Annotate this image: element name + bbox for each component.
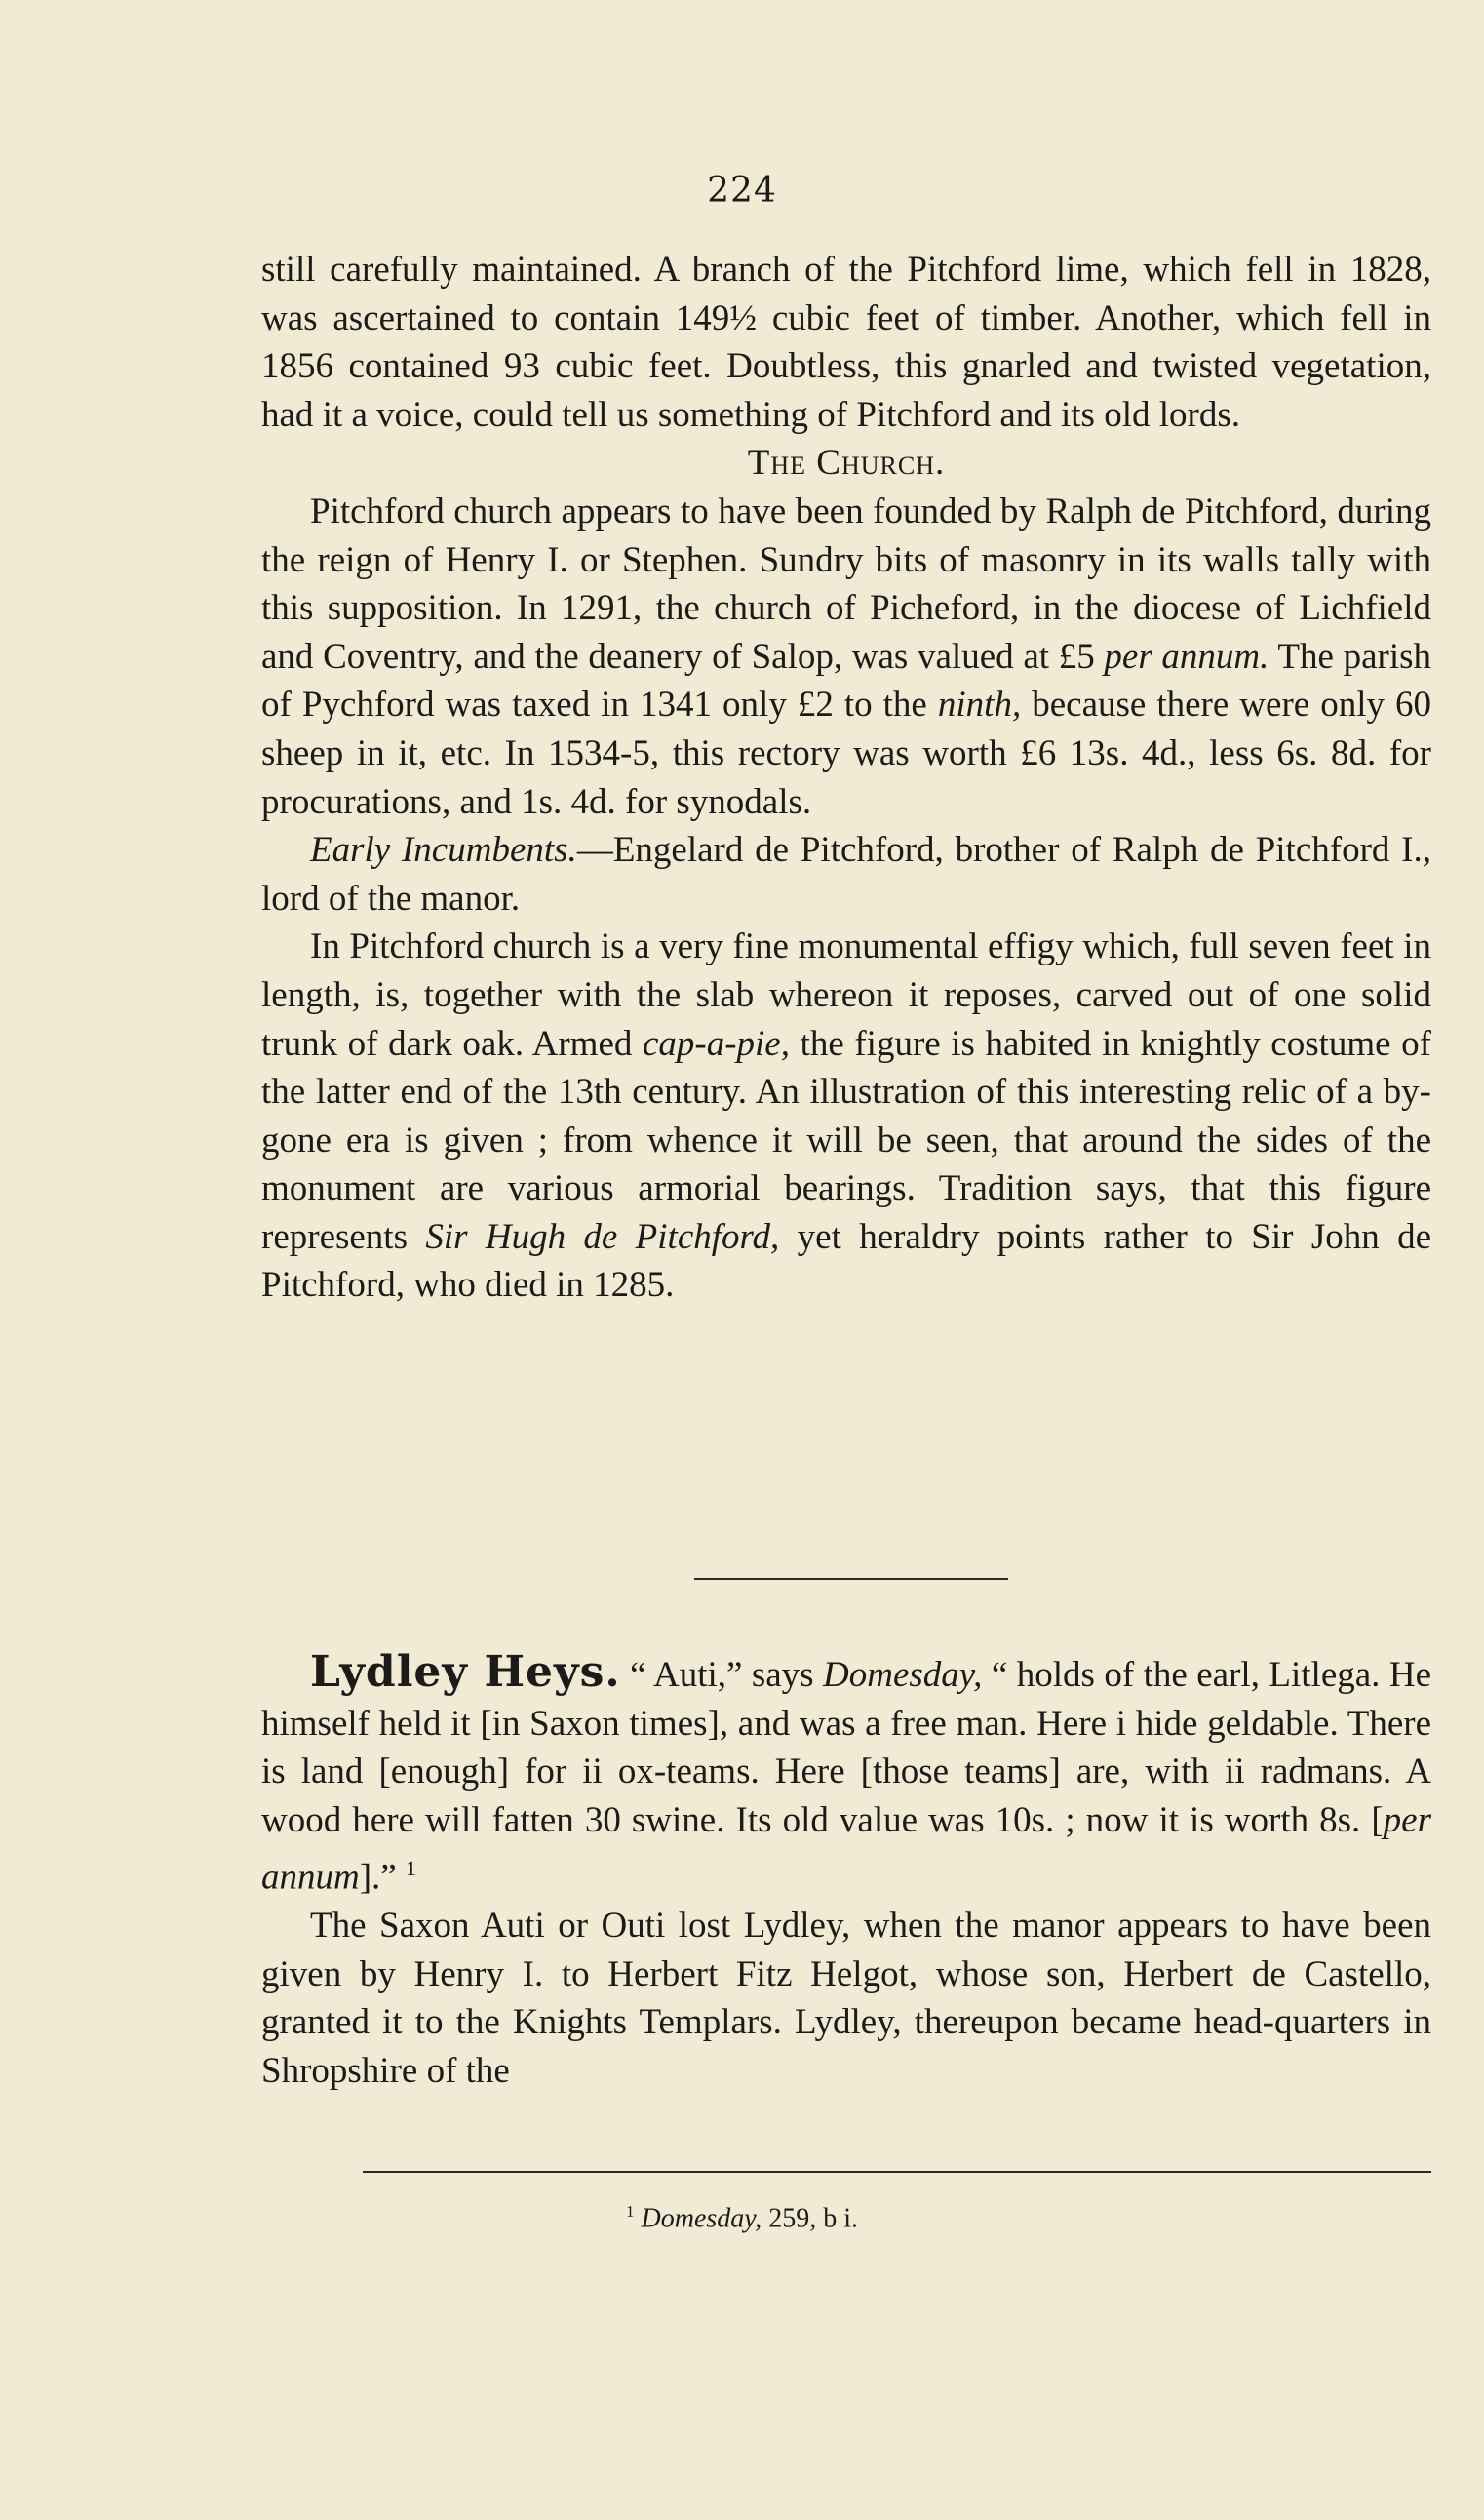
section-divider	[694, 1578, 1008, 1580]
italic-run: per annum	[261, 1799, 1431, 1898]
page-number: 224	[707, 171, 777, 211]
footnote-rule	[363, 2171, 1431, 2173]
footnote-source: Domesday,	[641, 2203, 762, 2234]
text-run: yet heraldry points rather to Sir John de Pitchford, who died in 1285.	[261, 1216, 1431, 1306]
paragraph-church-history	[261, 488, 1431, 826]
text-run: “ holds of the earl, Litlega. He himself held it [in Saxon times], and was a free man. Here i hide geldable. There is land [enough] for ii ox-teams. Here [those teams] are, with ii radmans. A wood here will fatten 30 swine. Its old value was 10s. ; now it is worth 8s. [	[261, 1655, 1431, 1840]
footnote-ref: 259, b i.	[762, 2203, 858, 2234]
paragraph-lime: still carefully maintained. A branch of the Pitchford lime, which fell in 1828, was ascertained to contain 149½ cubic feet of timber. Another, which fell in 1856 contained 93 cubic feet. Doubtless, this gnarled and twisted vegetation, had it a voice, could tell us something of Pitchford and its old lords.	[261, 250, 1431, 435]
italic-run: Sir Hugh de Pitchford,	[425, 1216, 780, 1257]
text-run: the figure is habited in knightly costume of the latter end of the 13th century. An illustration of this interesting relic of a by-gone era is given ; from whence it will be seen, that around the sides of the monument are various armorial bearings. Tradition says, that this figure represents	[261, 1023, 1432, 1257]
italic-run: ninth,	[937, 685, 1022, 726]
text-run: ].”	[359, 1857, 406, 1898]
text-run: In Pitchford church is a very fine monumental effigy which, full seven feet in length, is, together with the slab whereon it reposes, carved out of one solid trunk of dark oak. Armed	[261, 926, 1431, 1064]
italic-run: Domesday,	[823, 1655, 983, 1695]
footnote-reference: 1	[405, 1856, 416, 1881]
section-title-lydley-heys: Lydley Heys.	[310, 1647, 621, 1697]
section-lydley-heys	[261, 1648, 1431, 2096]
paragraph-effigy	[261, 923, 1431, 1310]
italic-run: per annum.	[1104, 636, 1269, 677]
text-run: “ Auti,” says	[620, 1655, 824, 1695]
text-run: The parish of Pychford was taxed in 1341 only £2 to the	[261, 636, 1432, 726]
text-run: —Engelard de Pitchford, brother of Ralph de Pitchford I., lord of the manor.	[261, 830, 1431, 919]
text-run: Pitchford church appears to have been founded by Ralph de Pitchford, during the reign of Henry I. or Stephen. Sundry bits of masonry in its walls tally with this supposition. In 1291, the church of Picheford, in the diocese of Lichfield and Coventry, and the deanery of Salop, was valued at £5	[261, 491, 1431, 677]
footnote	[0, 2202, 1484, 2234]
paragraph-early-incumbents	[261, 826, 1431, 923]
paragraph-auti: The Saxon Auti or Outi lost Lydley, when the manor appears to have been given by Henry I. to Herbert Fitz Helgot, whose son, Herbert de Castello, granted it to the Knights Templars. Lydley, thereupon became head-quarters in Shropshire of the	[261, 1906, 1431, 2092]
text-run: because there were only 60 sheep in it, etc. In 1534-5, this rectory was worth £6 13s. 4d., less 6s. 8d. for procurations, and 1s. 4d. for synodals.	[261, 685, 1432, 822]
italic-run: cap-a-pie,	[642, 1023, 790, 1064]
section-pitchford	[261, 246, 1431, 1310]
paragraph-domesday	[261, 1648, 1431, 1902]
footnote-marker: 1	[626, 2202, 635, 2221]
section-heading-church: The Church.	[747, 443, 946, 484]
italic-run: Early Incumbents.	[310, 830, 577, 871]
